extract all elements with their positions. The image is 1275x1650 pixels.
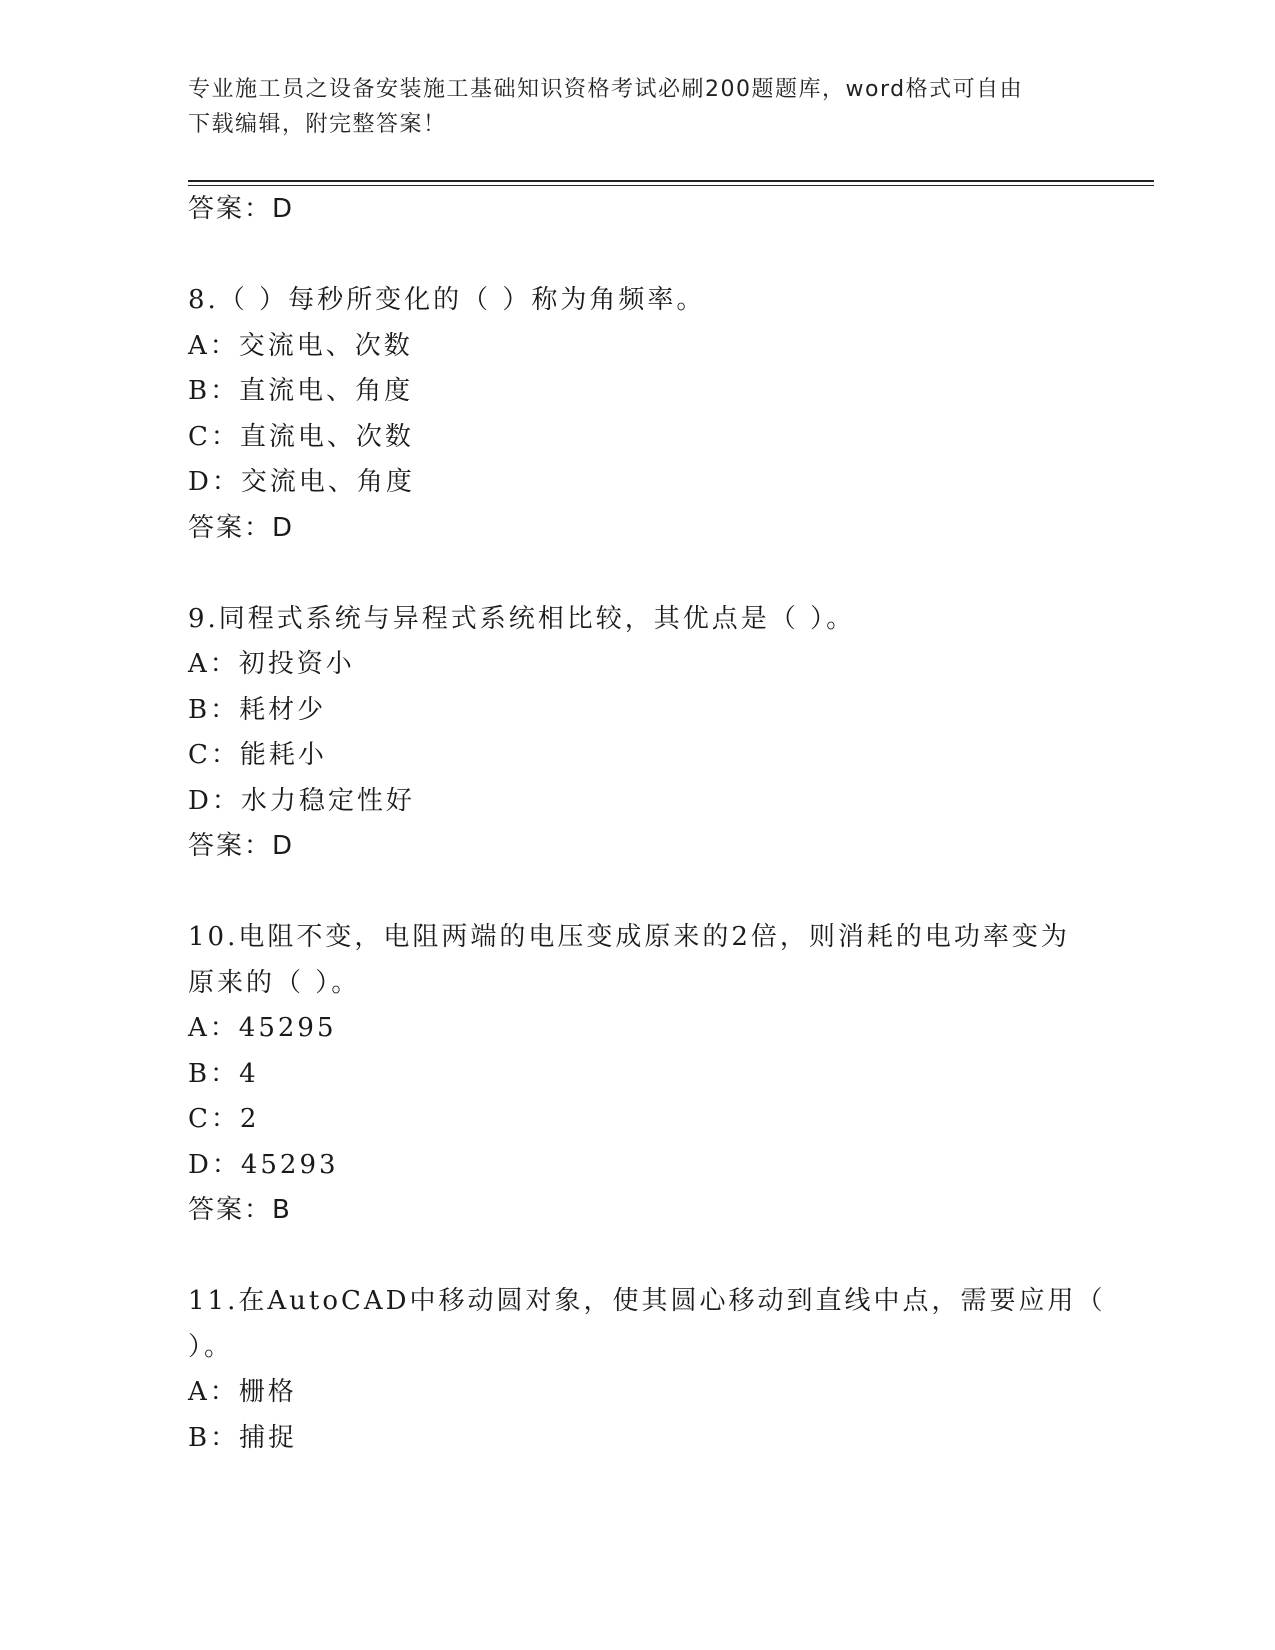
header-line-2: 下载编辑，附完整答案！ (188, 112, 447, 137)
question-10 (188, 915, 1088, 1234)
option-b: B：捕捉 (188, 1422, 298, 1453)
option-a: A：交流电、次数 (188, 330, 413, 361)
header-divider-thin (188, 185, 1154, 186)
question-stem-line-1: 11.在AutoCAD中移动圆对象，使其圆心移动到直线中点，需要应用（ (188, 1286, 1106, 1316)
document-header (188, 72, 1088, 142)
answer-label: 答案：D (188, 831, 295, 861)
spacer (188, 870, 1088, 916)
question-11 (188, 1279, 1106, 1461)
header-divider-thick (188, 180, 1154, 182)
question-stem: 9.同程式系统与异程式系统相比较，其优点是（ ）。 (188, 603, 856, 634)
spacer (188, 1234, 1088, 1280)
option-c: C：2 (188, 1104, 260, 1134)
option-a: A：45295 (188, 1013, 337, 1043)
option-b: B：耗材少 (188, 694, 327, 725)
option-d: D：水力稳定性好 (188, 785, 415, 816)
spacer (188, 233, 1088, 279)
option-b: B：直流电、角度 (188, 376, 414, 406)
option-a: A：初投资小 (188, 649, 355, 679)
question-stem-line-2: 原来的（ ）。 (188, 967, 361, 998)
question-stem-line-1: 10.电阻不变，电阻两端的电压变成原来的2倍，则消耗的电功率变为 (188, 922, 1070, 952)
option-c: C：直流电、次数 (188, 421, 414, 452)
option-d: D：交流电、角度 (188, 467, 415, 497)
question-list (188, 187, 1106, 1461)
option-c: C：能耗小 (188, 740, 327, 770)
question-9 (188, 597, 1088, 870)
answer-label: 答案：D (188, 512, 295, 543)
spacer (188, 551, 1088, 597)
option-a: A：栅格 (188, 1377, 297, 1407)
question-stem-line-2: ）。 (188, 1331, 234, 1362)
header-line-1: 专业施工员之设备安装施工基础知识资格考试必刷200题题库，word格式可自由 (188, 77, 1024, 102)
option-b: B：4 (188, 1058, 259, 1089)
previous-answer: 答案：D (188, 194, 295, 224)
question-stem: 8.（ ）每秒所变化的（ ）称为角频率。 (188, 285, 706, 315)
option-d: D：45293 (188, 1149, 339, 1180)
answer-label: 答案：B (188, 1195, 292, 1225)
question-8 (188, 278, 1088, 551)
